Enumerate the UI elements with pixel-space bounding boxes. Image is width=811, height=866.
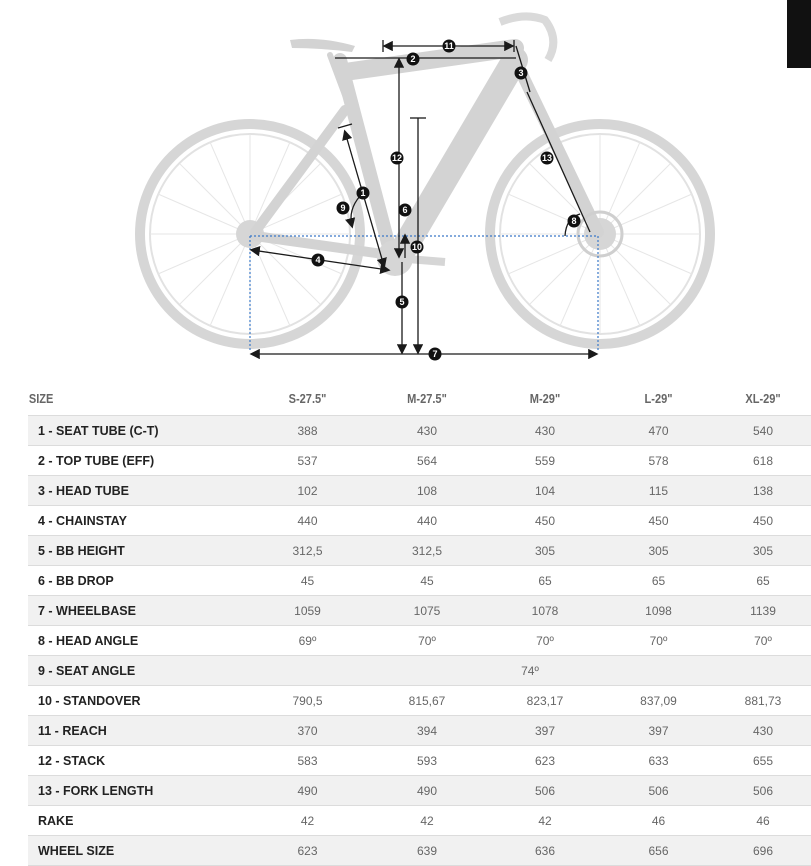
- table-cell: 70º: [602, 626, 715, 656]
- table-row: [28, 506, 811, 536]
- table-cell: 397: [602, 716, 715, 746]
- table-row: [28, 536, 811, 566]
- table-cell: 696: [715, 836, 811, 866]
- marker-9: [337, 202, 350, 215]
- table-cell: 65: [715, 566, 811, 596]
- column-header: L-29": [644, 390, 673, 406]
- table-cell-merged: 74º: [249, 656, 811, 686]
- svg-text:12: 12: [391, 153, 403, 163]
- table-cell: 69º: [249, 626, 366, 656]
- table-cell: 102: [249, 476, 366, 506]
- table-cell: 70º: [366, 626, 488, 656]
- table-cell: 470: [602, 416, 715, 446]
- table-cell: 815,67: [366, 686, 488, 716]
- table-row: [28, 446, 811, 476]
- table-cell: 430: [366, 416, 488, 446]
- row-label: 7 - WHEELBASE: [28, 596, 249, 626]
- table-cell: 450: [488, 506, 602, 536]
- table-cell: 639: [366, 836, 488, 866]
- table-cell: 656: [602, 836, 715, 866]
- table-row: [28, 416, 811, 446]
- row-label: 11 - REACH: [28, 716, 249, 746]
- svg-text:7: 7: [432, 349, 438, 359]
- table-cell: 881,73: [715, 686, 811, 716]
- table-cell: 388: [249, 416, 366, 446]
- table-cell: 506: [488, 776, 602, 806]
- svg-text:10: 10: [411, 242, 423, 252]
- corner-tab: [787, 0, 811, 68]
- table-cell: 115: [602, 476, 715, 506]
- marker-11: [443, 40, 456, 53]
- table-cell: 559: [488, 446, 602, 476]
- table-cell: 305: [488, 536, 602, 566]
- svg-text:11: 11: [444, 41, 454, 51]
- column-header: S-27.5": [288, 390, 327, 406]
- table-row: [28, 596, 811, 626]
- table-cell: 623: [488, 746, 602, 776]
- table-cell: 45: [366, 566, 488, 596]
- saddle: [290, 39, 355, 52]
- table-cell: 506: [602, 776, 715, 806]
- marker-13: [541, 152, 554, 165]
- column-header: M-29": [529, 390, 561, 406]
- svg-text:6: 6: [402, 205, 408, 215]
- table-cell: 46: [715, 806, 811, 836]
- table-cell: 823,17: [488, 686, 602, 716]
- table-row: [28, 656, 811, 686]
- table-cell: 564: [366, 446, 488, 476]
- table-row: [28, 776, 811, 806]
- column-header: M-27.5": [407, 390, 447, 406]
- table-cell: 430: [715, 716, 811, 746]
- table-cell: 655: [715, 746, 811, 776]
- table-cell: 623: [249, 836, 366, 866]
- table-cell: 312,5: [366, 536, 488, 566]
- table-cell: 305: [715, 536, 811, 566]
- table-cell: 1059: [249, 596, 366, 626]
- table-header-row: [28, 381, 811, 416]
- row-label: 8 - HEAD ANGLE: [28, 626, 249, 656]
- table-cell: 42: [249, 806, 366, 836]
- table-cell: 46: [602, 806, 715, 836]
- table-cell: 440: [249, 506, 366, 536]
- marker-2: [407, 53, 420, 66]
- table-cell: 506: [715, 776, 811, 806]
- table-cell: 1139: [715, 596, 811, 626]
- seat-tube: [340, 60, 392, 258]
- table-cell: 636: [488, 836, 602, 866]
- row-label: 5 - BB HEIGHT: [28, 536, 249, 566]
- table-cell: 305: [602, 536, 715, 566]
- row-label: 13 - FORK LENGTH: [28, 776, 249, 806]
- marker-5: [396, 296, 409, 309]
- row-label: 9 - SEAT ANGLE: [28, 656, 249, 686]
- table-cell: 540: [715, 416, 811, 446]
- table-cell: 618: [715, 446, 811, 476]
- row-label: RAKE: [28, 806, 249, 836]
- row-label: 6 - BB DROP: [28, 566, 249, 596]
- table-row: [28, 626, 811, 656]
- table-cell: 430: [488, 416, 602, 446]
- row-label: 2 - TOP TUBE (EFF): [28, 446, 249, 476]
- table-cell: 490: [249, 776, 366, 806]
- table-row: [28, 716, 811, 746]
- svg-text:2: 2: [410, 54, 416, 64]
- table-cell: 138: [715, 476, 811, 506]
- table-cell: 593: [366, 746, 488, 776]
- table-cell: 70º: [488, 626, 602, 656]
- row-label: 12 - STACK: [28, 746, 249, 776]
- table-cell: 108: [366, 476, 488, 506]
- row-label: 4 - CHAINSTAY: [28, 506, 249, 536]
- marker-4: [312, 254, 325, 267]
- row-label: 10 - STANDOVER: [28, 686, 249, 716]
- table-cell: 70º: [715, 626, 811, 656]
- table-row: [28, 566, 811, 596]
- table-cell: 1075: [366, 596, 488, 626]
- table-cell: 397: [488, 716, 602, 746]
- table-cell: 537: [249, 446, 366, 476]
- table-cell: 65: [488, 566, 602, 596]
- table-cell: 583: [249, 746, 366, 776]
- table-cell: 45: [249, 566, 366, 596]
- table-row: [28, 806, 811, 836]
- marker-12: [391, 152, 404, 165]
- marker-8: [568, 215, 581, 228]
- row-label: 3 - HEAD TUBE: [28, 476, 249, 506]
- table-cell: 490: [366, 776, 488, 806]
- table-cell: 450: [602, 506, 715, 536]
- table-cell: 440: [366, 506, 488, 536]
- table-cell: 1098: [602, 596, 715, 626]
- table-cell: 370: [249, 716, 366, 746]
- top-tube: [345, 48, 515, 72]
- table-cell: 578: [602, 446, 715, 476]
- table-body: [28, 416, 811, 866]
- table-cell: 65: [602, 566, 715, 596]
- svg-text:9: 9: [340, 203, 346, 213]
- table-cell: 633: [602, 746, 715, 776]
- table-cell: 837,09: [602, 686, 715, 716]
- table-row: [28, 746, 811, 776]
- marker-1: [357, 187, 370, 200]
- geometry-table: [28, 381, 811, 866]
- svg-text:1: 1: [360, 188, 366, 198]
- svg-text:3: 3: [518, 68, 524, 78]
- svg-text:8: 8: [571, 216, 577, 226]
- marker-7: [429, 348, 442, 361]
- marker-3: [515, 67, 528, 80]
- table-cell: 450: [715, 506, 811, 536]
- svg-text:13: 13: [541, 153, 553, 163]
- column-header: XL-29": [745, 390, 781, 406]
- table-cell: 42: [488, 806, 602, 836]
- down-tube: [400, 60, 515, 255]
- table-cell: 104: [488, 476, 602, 506]
- marker-6: [399, 204, 412, 217]
- row-label: WHEEL SIZE: [28, 836, 249, 866]
- svg-text:5: 5: [399, 297, 405, 307]
- bike-geometry-diagram: [0, 0, 811, 372]
- row-label: 1 - SEAT TUBE (C-T): [28, 416, 249, 446]
- table-cell: 1078: [488, 596, 602, 626]
- table-cell: 312,5: [249, 536, 366, 566]
- table-cell: 790,5: [249, 686, 366, 716]
- bike-geometry-svg: [0, 0, 811, 372]
- column-header: SIZE: [28, 390, 54, 406]
- table-row: [28, 476, 811, 506]
- bike-silhouette: [140, 16, 710, 344]
- table-cell: 394: [366, 716, 488, 746]
- table-cell: 42: [366, 806, 488, 836]
- svg-text:4: 4: [315, 255, 321, 265]
- marker-10: [411, 241, 424, 254]
- table-row: [28, 686, 811, 716]
